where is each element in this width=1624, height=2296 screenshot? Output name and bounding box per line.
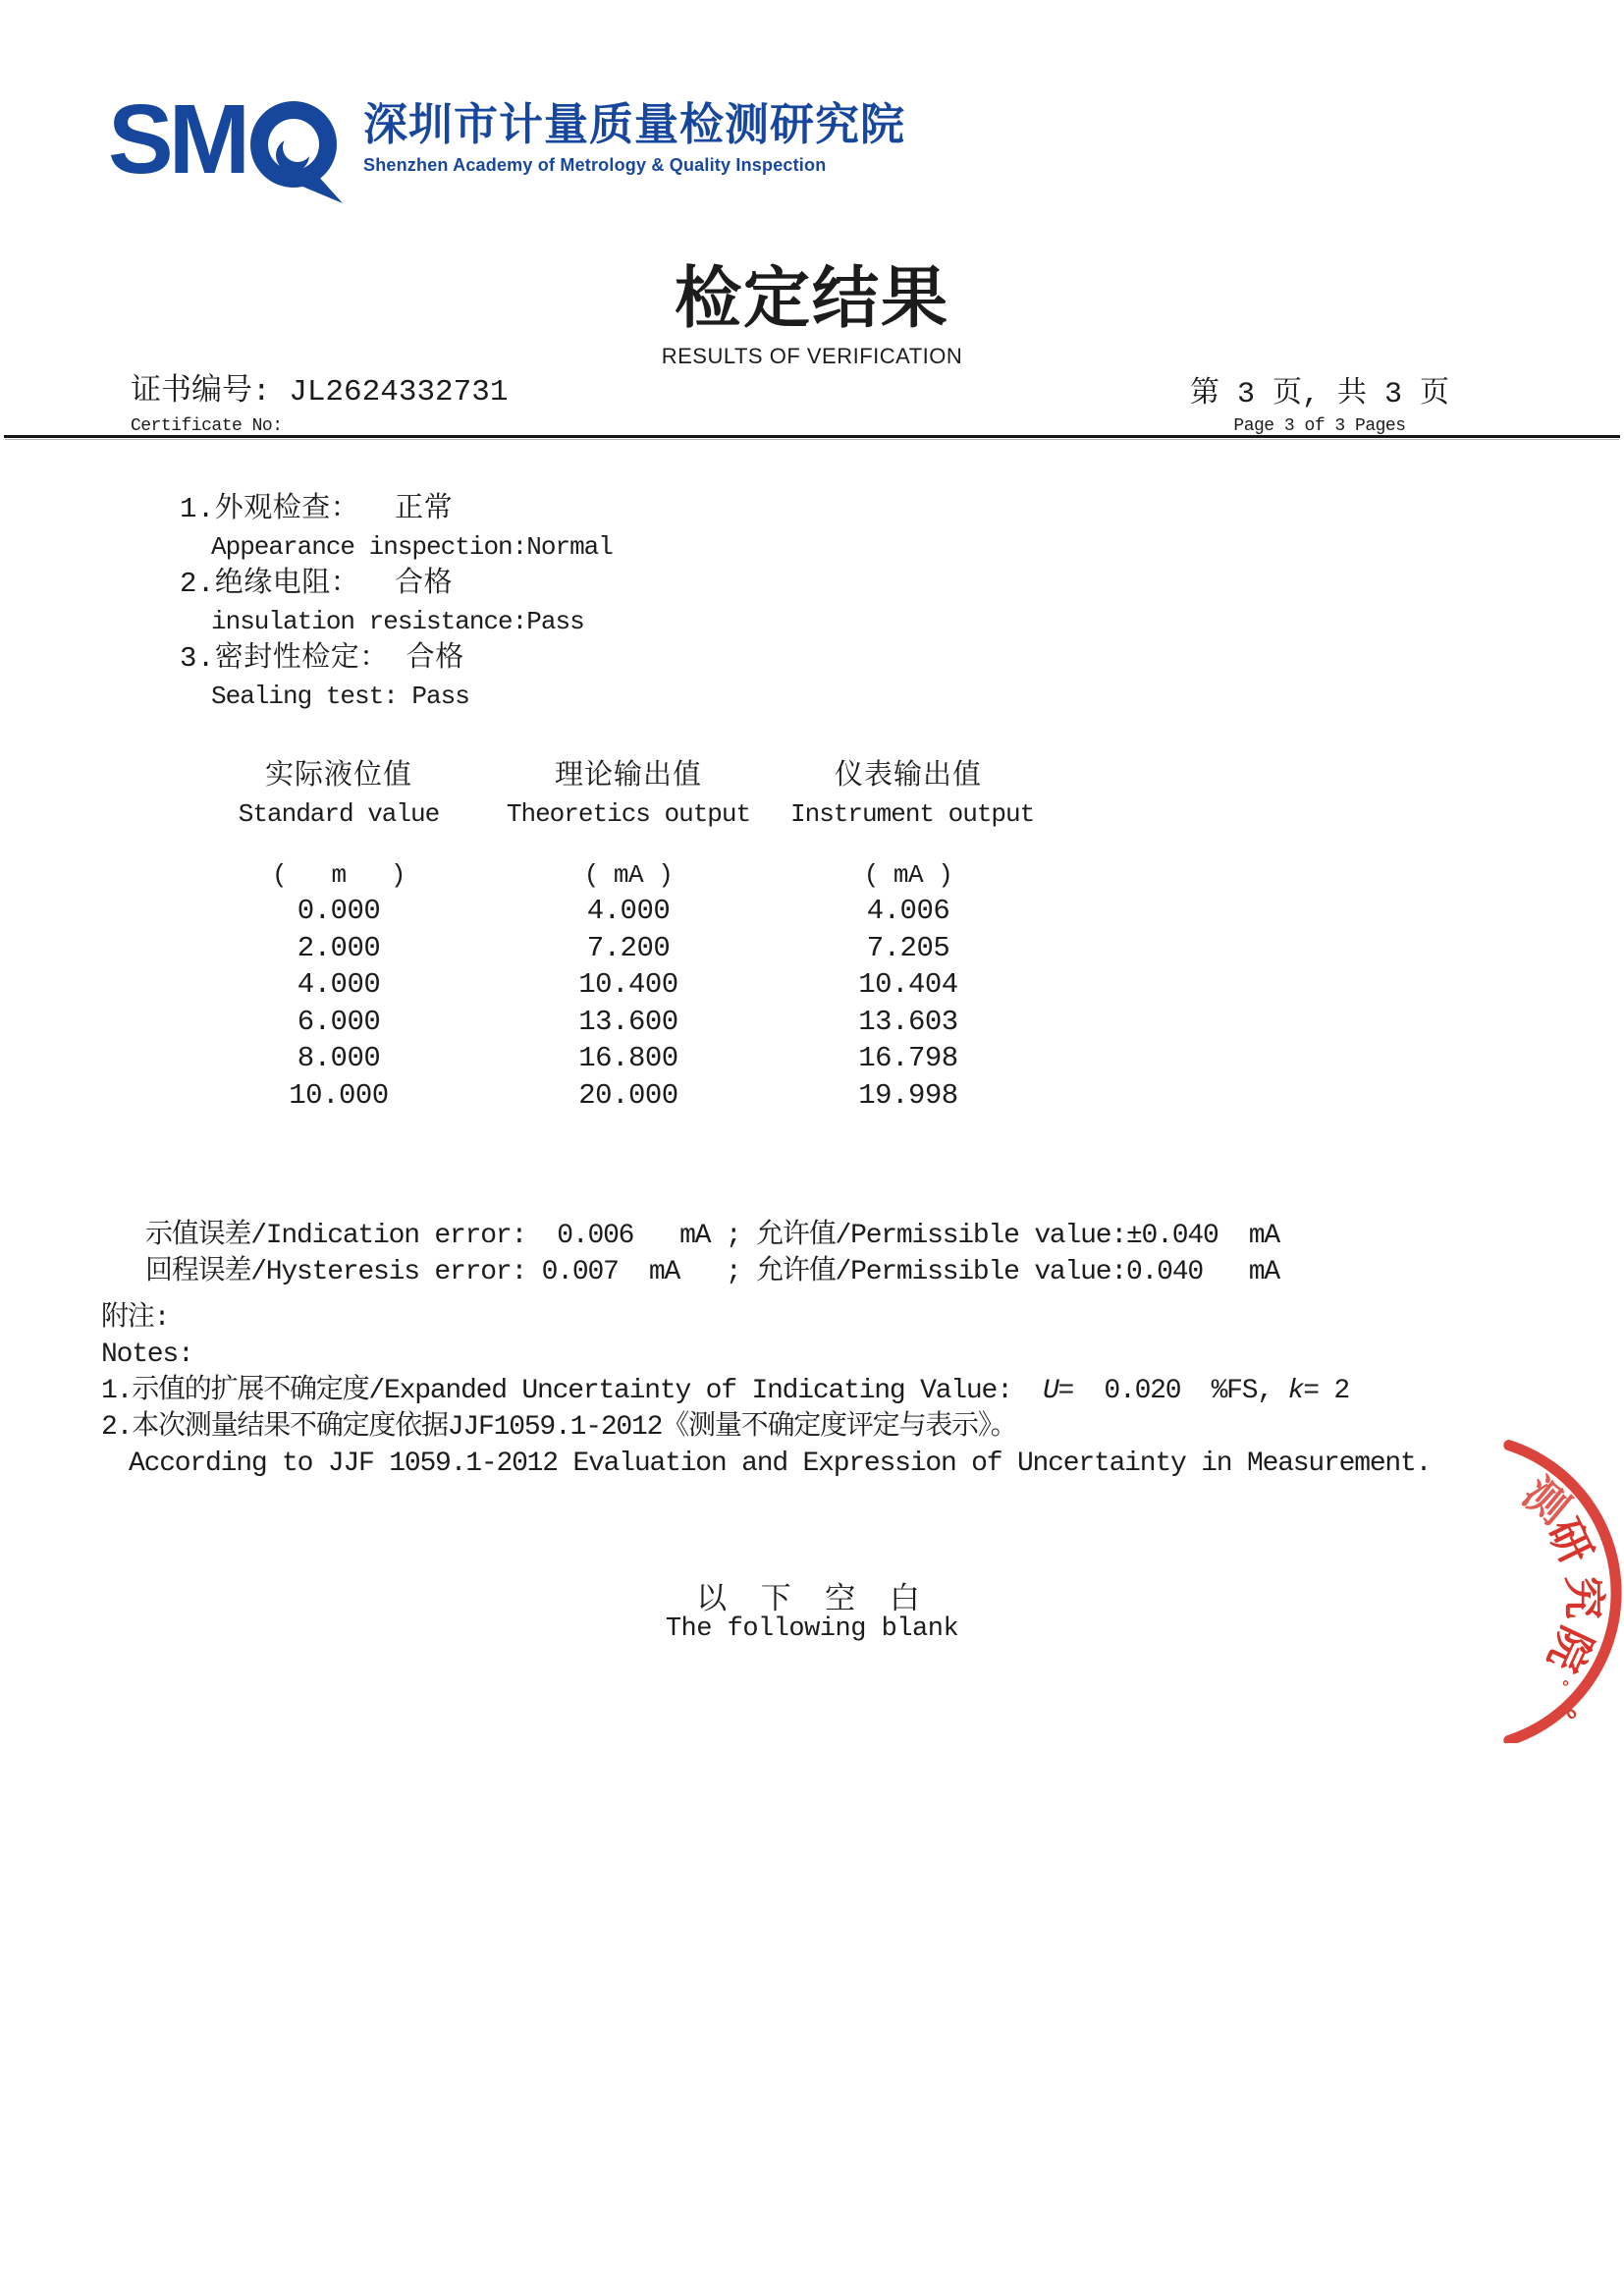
cell: 13.603 xyxy=(858,1005,958,1038)
indication-error-line: 示值误差/Indication error: 0.006 mA ; 允许值/Permissible value:±0.040 mA xyxy=(145,1221,1279,1251)
notes-label-cn: 附注: xyxy=(101,1303,170,1334)
table-header-en xyxy=(211,795,1035,833)
table-row xyxy=(211,1004,1026,1041)
table-row xyxy=(211,1040,1026,1077)
col-header-standard-en: Standard value xyxy=(238,799,440,829)
cell: 2.000 xyxy=(297,931,381,964)
cell: 10.404 xyxy=(858,968,958,1001)
official-seal-stamp xyxy=(1408,1419,1624,1743)
logo-q-bubble-icon xyxy=(247,96,346,206)
note-uncertainty-line xyxy=(101,1373,1431,1409)
check-appearance-en: Appearance inspection:Normal xyxy=(211,532,613,562)
document-title-en: RESULTS OF VERIFICATION xyxy=(661,344,963,368)
check-item xyxy=(180,491,613,566)
hysteresis-error-line: 回程误差/Hysteresis error: 0.007 mA ; 允许值/Permissible value:0.040 mA xyxy=(145,1257,1279,1287)
cell: 6.000 xyxy=(297,1005,381,1038)
certificate-number-label-en: Certificate No: xyxy=(131,415,283,436)
page-number-cn: 第 3 页, 共 3 页 xyxy=(1189,378,1449,411)
logo-text xyxy=(363,94,905,176)
cell: 16.800 xyxy=(578,1042,678,1074)
seal-char: 研 xyxy=(1538,1511,1601,1572)
check-insulation-cn: 2.绝缘电阻： 合格 xyxy=(180,568,454,600)
cell: 0.000 xyxy=(297,895,381,927)
cell: 4.000 xyxy=(297,968,381,1001)
cell: 4.006 xyxy=(866,895,950,927)
cell: 19.998 xyxy=(858,1078,958,1112)
seal-mark: 。 xyxy=(1550,1675,1577,1702)
cell: 7.200 xyxy=(586,931,671,964)
table-header-cn xyxy=(211,758,1026,795)
seal-char: 测 xyxy=(1513,1468,1578,1534)
cell: 10.000 xyxy=(289,1078,389,1112)
header-divider xyxy=(4,435,1620,438)
certificate-number-label: 证书编号: xyxy=(131,375,290,410)
table-row xyxy=(211,1077,1026,1115)
following-blank-en: The following blank xyxy=(665,1614,959,1644)
col-header-theoretics-en: Theoretics output xyxy=(506,799,751,829)
cell: 4.000 xyxy=(586,895,671,927)
cell: 20.000 xyxy=(578,1078,678,1112)
org-logo xyxy=(108,84,906,206)
check-item xyxy=(180,640,613,715)
certificate-number-line xyxy=(131,375,508,410)
cell: 7.205 xyxy=(866,931,950,964)
table-row xyxy=(211,966,1026,1004)
check-item xyxy=(180,566,613,640)
unit-instrument: ( mA ) xyxy=(863,860,953,890)
logo-acronym: SM xyxy=(108,84,245,194)
page-number-block xyxy=(1190,379,1449,436)
unit-standard: ( m ) xyxy=(272,860,406,890)
notes-section xyxy=(101,1300,1431,1482)
error-summary xyxy=(145,1218,1279,1290)
note1-k-symbol: k= xyxy=(1287,1376,1319,1406)
cell: 16.798 xyxy=(858,1042,958,1074)
logo-mark xyxy=(108,84,346,206)
table-row xyxy=(211,930,1026,967)
cell: 8.000 xyxy=(297,1042,381,1074)
certificate-number-block xyxy=(131,375,508,436)
table-unit-row xyxy=(211,857,1026,893)
page-number-en: Page 3 of 3 Pages xyxy=(1233,416,1406,436)
table-row xyxy=(211,893,1026,930)
org-name-cn: 深圳市计量质量检测研究院 xyxy=(363,99,906,149)
certificate-number-value: JL2624332731 xyxy=(289,375,509,410)
following-blank-cn: 以 下 空 白 xyxy=(696,1584,928,1618)
check-sealing-cn: 3.密封性检定： 合格 xyxy=(180,642,464,675)
note1-prefix: 1.示值的扩展不确定度/Expanded Uncertainty of Indicating Value: xyxy=(101,1376,1043,1406)
note1-u-symbol: U= xyxy=(1042,1376,1074,1406)
cell: 10.400 xyxy=(578,968,678,1001)
org-name-en: Shenzhen Academy of Metrology & Quality Inspection xyxy=(363,154,827,175)
col-header-instrument-en: Instrument output xyxy=(790,799,1035,829)
check-sealing-en: Sealing test: Pass xyxy=(211,682,469,711)
note1-k-value: 2 xyxy=(1318,1376,1350,1406)
note-reference-cn: 2.本次测量结果不确定度依据JJF1059.1-2012《测量不确定度评定与表示》。 xyxy=(101,1412,1017,1443)
cell: 13.600 xyxy=(578,1005,678,1038)
seal-char: 院 xyxy=(1538,1618,1600,1679)
seal-char: 究 xyxy=(1559,1576,1607,1619)
note1-u-value: 0.020 %FS, xyxy=(1073,1376,1288,1406)
check-appearance-cn: 1.外观检查： 正常 xyxy=(180,493,454,525)
document-title-cn: 检定结果 xyxy=(674,261,949,336)
note-reference-en: According to JJF 1059.1-2012 Evaluation and Expression of Uncertainty in Measurement. xyxy=(129,1449,1432,1479)
col-header-instrument-cn: 仪表输出值 xyxy=(834,760,982,793)
check-insulation-en: insulation resistance:Pass xyxy=(211,607,584,636)
unit-theoretics: ( mA ) xyxy=(583,860,674,890)
seal-mark: o xyxy=(1561,1702,1581,1724)
col-header-theoretics-cn: 理论输出值 xyxy=(554,760,702,793)
col-header-standard-cn: 实际液位值 xyxy=(264,760,412,793)
inspection-checks xyxy=(180,491,613,715)
verification-table xyxy=(211,758,1035,1114)
notes-label-en: Notes: xyxy=(101,1339,193,1370)
